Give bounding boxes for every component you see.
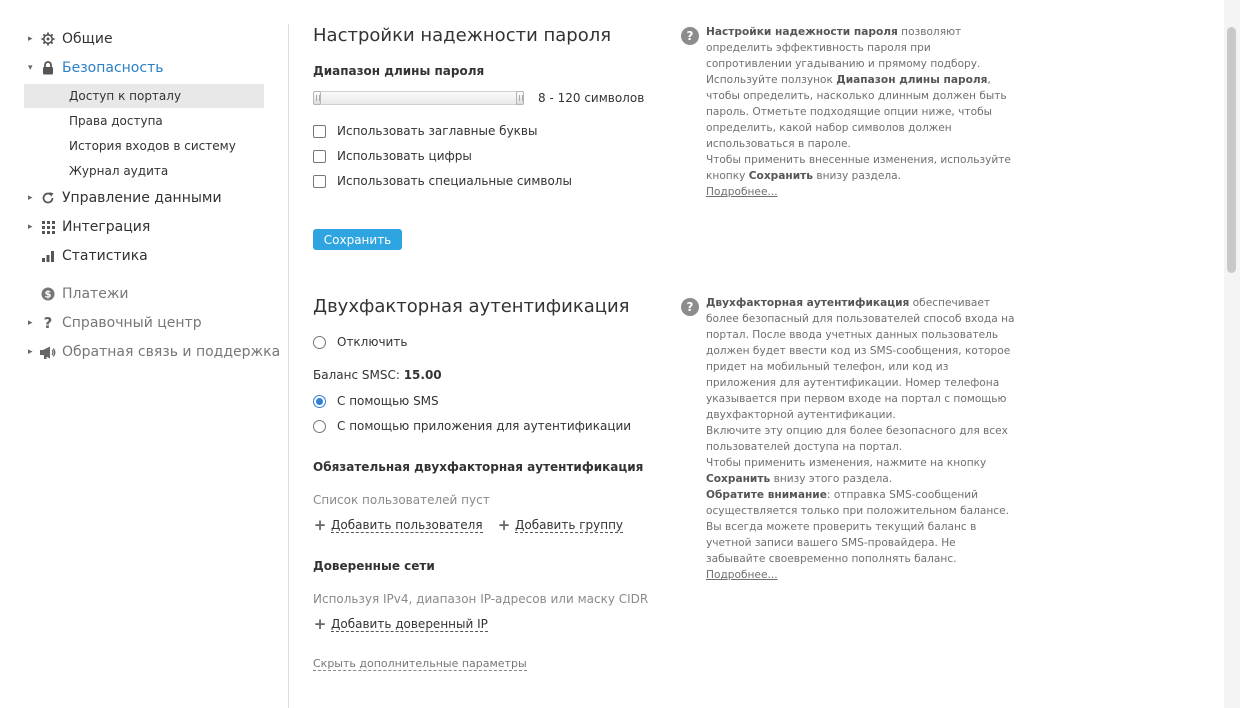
sidebar-subitem-portal-access[interactable]: Доступ к порталу	[24, 84, 264, 108]
sms-label: С помощью SMS	[337, 394, 439, 408]
expand-arrow-icon[interactable]: ▸	[28, 34, 33, 44]
bar-chart-icon	[38, 248, 58, 264]
twofa-app-option[interactable]	[313, 418, 631, 434]
sidebar-item-label: Интеграция	[62, 219, 151, 235]
save-button[interactable]: Сохранить	[313, 229, 402, 250]
add-user-button[interactable]	[313, 517, 483, 533]
plus-icon: +	[313, 516, 327, 534]
expand-arrow-icon[interactable]: ▸	[28, 222, 33, 232]
expand-arrow-icon[interactable]: ▸	[28, 193, 33, 203]
dollar-icon	[38, 286, 58, 302]
password-range-label: Диапазон длины пароля	[313, 64, 485, 78]
sidebar-item-general[interactable]	[24, 27, 113, 51]
scrollbar-thumb[interactable]	[1227, 27, 1236, 273]
uppercase-checkbox[interactable]	[313, 125, 326, 138]
sidebar-item-label: Обратная связь и поддержка	[62, 344, 281, 360]
sidebar-item-feedback[interactable]	[24, 340, 280, 364]
sidebar-item-help-center[interactable]	[24, 311, 202, 335]
app-label: С помощью приложения для аутентификации	[337, 419, 632, 433]
sidebar-subitem-access-rights[interactable]: Права доступа	[69, 114, 163, 128]
sidebar-item-data-management[interactable]	[24, 186, 222, 210]
sidebar-subitem-audit-trail[interactable]: Журнал аудита	[69, 164, 169, 178]
digits-option[interactable]	[313, 148, 472, 164]
add-trusted-ip-button[interactable]	[313, 616, 488, 632]
sidebar-item-label: Безопасность	[62, 60, 164, 76]
divider	[288, 24, 289, 708]
add-group-label: Добавить группу	[515, 517, 624, 532]
megaphone-icon	[38, 344, 58, 360]
app-radio[interactable]	[313, 420, 326, 433]
mandatory-twofa-title: Обязательная двухфакторная аутентификация	[313, 460, 644, 474]
plus-icon: +	[313, 615, 327, 633]
users-empty-text: Список пользователей пуст	[313, 493, 490, 507]
sidebar	[0, 0, 288, 708]
balance-label: Баланс SMSC:	[313, 368, 404, 382]
slider-min-handle[interactable]	[313, 91, 321, 105]
hide-advanced-label: Скрыть дополнительные параметры	[313, 657, 527, 670]
sms-radio[interactable]	[313, 395, 326, 408]
sidebar-item-label: Статистика	[62, 248, 148, 264]
question-icon: ?	[43, 314, 53, 332]
add-trusted-ip-label: Добавить доверенный IP	[331, 616, 488, 631]
digits-label: Использовать цифры	[337, 149, 472, 163]
svg-text:$: $	[44, 289, 52, 301]
sidebar-item-statistics[interactable]	[24, 244, 148, 268]
password-range-value: 8 - 120 символов	[538, 91, 645, 105]
uppercase-option[interactable]	[313, 123, 537, 139]
help-question-icon: ?	[681, 27, 699, 45]
special-chars-label: Использовать специальные символы	[337, 174, 572, 188]
special-chars-checkbox[interactable]	[313, 175, 326, 188]
refresh-icon	[38, 190, 58, 206]
twofa-disable-option[interactable]	[313, 334, 407, 350]
sidebar-item-integration[interactable]	[24, 215, 150, 239]
slider-max-handle[interactable]	[516, 91, 524, 105]
twofa-help-text: Двухфакторная аутентификация обеспечивает более безопасный для пользователей способ входа на портал. После ввода учетных данных пользователь должен будет ввести код из SMS-сообщения, которое придет на мобильный телефон, или код из приложения для аутентификации. Номер телефона указывается при первом входе на портал с помощью двухфакторной аутентификации. Включите эту опцию для более безопасного для всех пользователей доступа на портал. Чтобы применить изменения, нажмите на кнопку Сохранить внизу этого раздела. Обратите внимание: отправка SMS-сообщений осуществляется только при положительном балансе. Вы всегда можете проверить текущий баланс в учетной записи вашего SMS-провайдера. Не забывайте своевременно пополнять баланс. Подробнее...	[706, 297, 1015, 581]
disable-label: Отключить	[337, 335, 408, 349]
password-settings-title: Настройки надежности пароля	[313, 25, 612, 46]
add-group-button[interactable]	[497, 517, 623, 533]
sidebar-item-label: Справочный центр	[62, 315, 202, 331]
twofa-sms-option[interactable]	[313, 393, 439, 409]
help-question-icon: ?	[681, 298, 699, 316]
trusted-networks-title: Доверенные сети	[313, 559, 435, 573]
hide-advanced-link[interactable]	[313, 657, 527, 670]
balance-value: 15.00	[403, 368, 442, 382]
twofa-title: Двухфакторная аутентификация	[313, 296, 630, 317]
sidebar-item-label: Платежи	[62, 286, 129, 302]
digits-checkbox[interactable]	[313, 150, 326, 163]
expand-arrow-icon[interactable]: ▸	[28, 347, 33, 357]
disable-radio[interactable]	[313, 336, 326, 349]
lock-icon	[38, 60, 58, 76]
uppercase-label: Использовать заглавные буквы	[337, 124, 538, 138]
sidebar-item-label: Общие	[62, 31, 113, 47]
collapse-arrow-icon[interactable]: ▾	[28, 63, 33, 73]
plus-icon: +	[497, 516, 511, 534]
sidebar-item-label: Управление данными	[62, 190, 222, 206]
twofa-help-more-link[interactable]: Подробнее...	[706, 569, 778, 581]
special-chars-option[interactable]	[313, 173, 572, 189]
password-help-text: Настройки надежности пароля позволяют определить эффективность пароля при сопротивлении угадыванию и прямому подбору. Используйте ползунок Диапазон длины пароля, чтобы определить, насколько длинным должен быть пароль. Отметьте подходящие опции ниже, чтобы определить, какой набор символов должен использоваться в пароле. Чтобы применить внесенные изменения, используйте кнопку Сохранить внизу раздела. Подробнее...	[706, 26, 1011, 198]
grid-icon	[38, 219, 58, 235]
password-help-more-link[interactable]: Подробнее...	[706, 186, 778, 198]
sidebar-item-security[interactable]	[24, 56, 163, 80]
sidebar-subitem-login-history[interactable]: История входов в систему	[69, 139, 236, 153]
password-length-slider[interactable]	[313, 91, 524, 105]
gear-icon	[38, 31, 58, 47]
expand-arrow-icon[interactable]: ▸	[28, 318, 33, 328]
sidebar-item-payments[interactable]	[24, 282, 129, 306]
add-user-label: Добавить пользователя	[331, 517, 483, 532]
trusted-networks-hint: Используя IPv4, диапазон IP-адресов или маску CIDR	[313, 592, 649, 606]
smsc-balance	[313, 368, 442, 382]
